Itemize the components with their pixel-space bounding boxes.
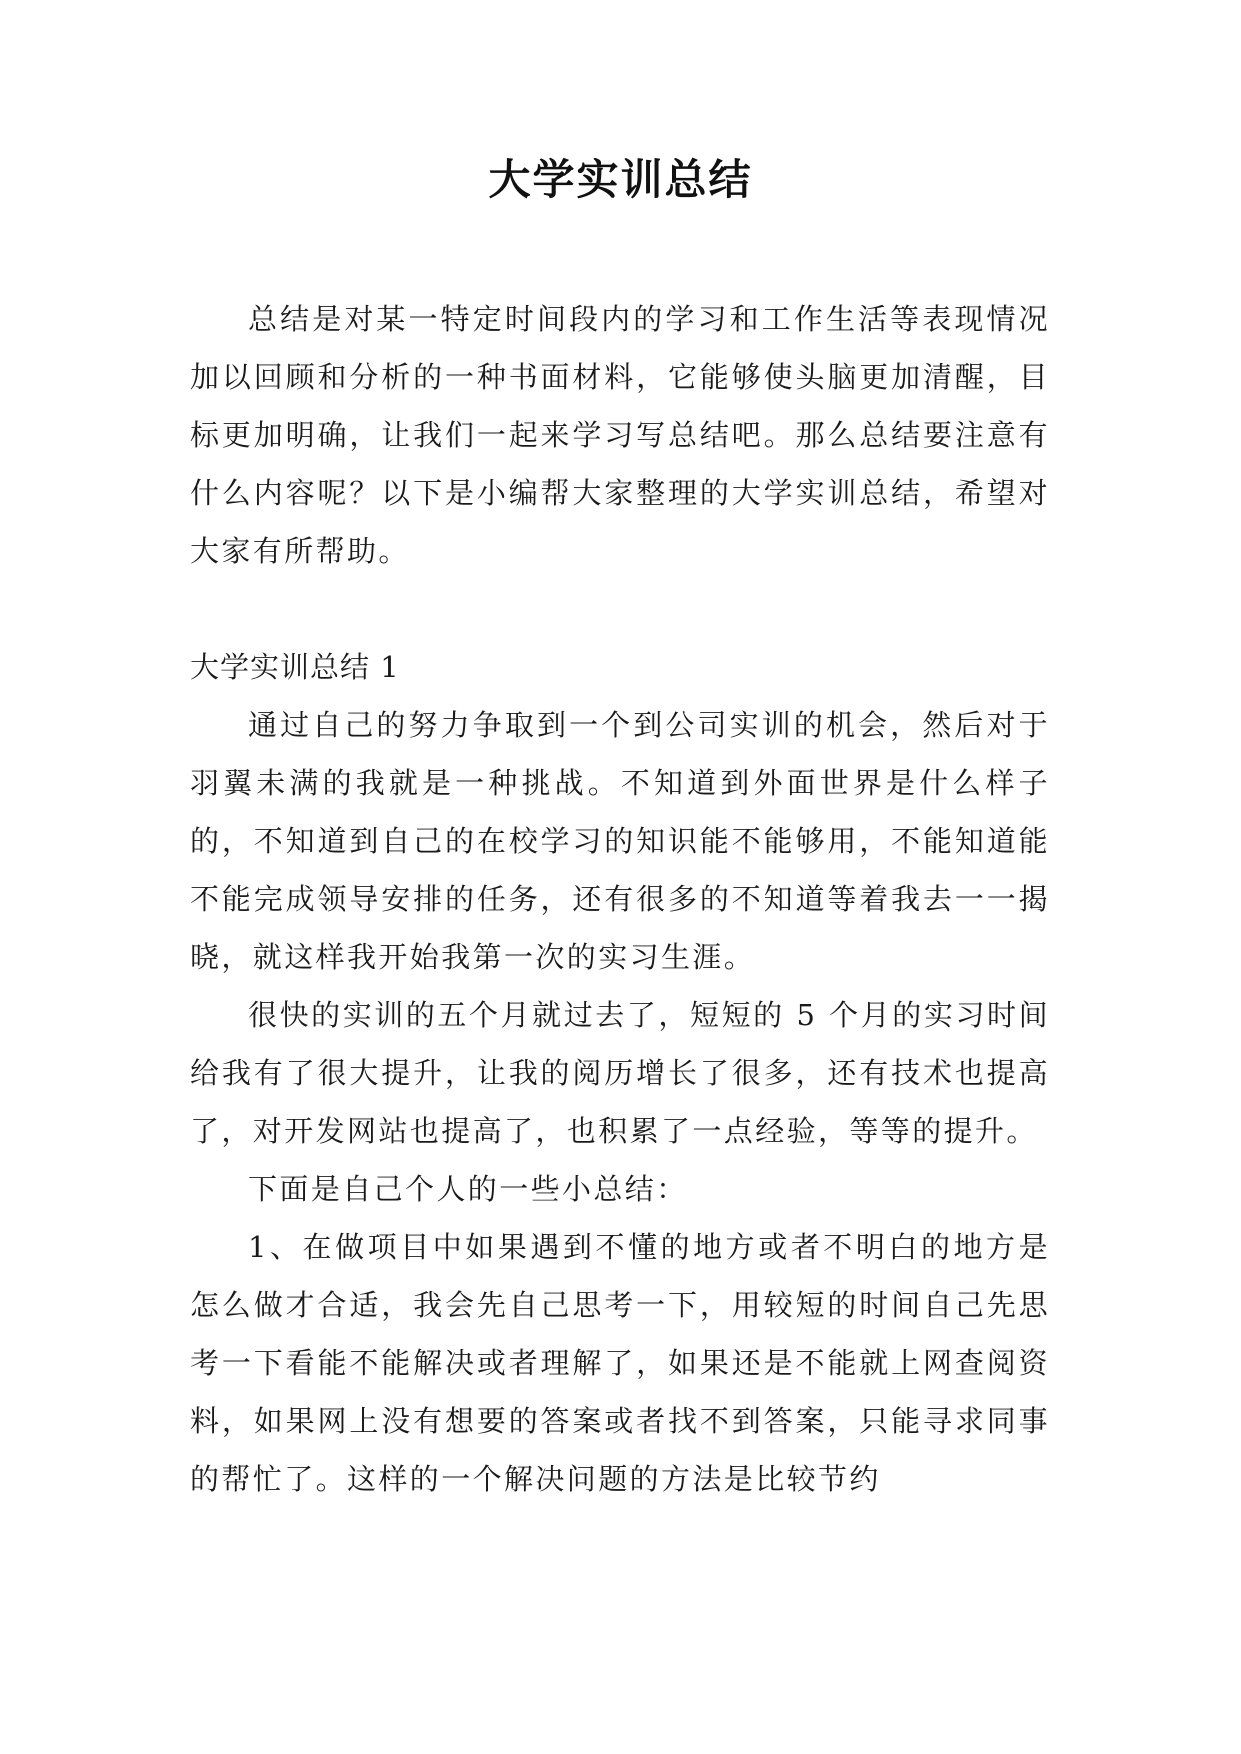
- document-body: [190, 290, 1050, 1508]
- section-paragraph: 1、在做项目中如果遇到不懂的地方或者不明白的地方是怎么做才合适，我会先自己思考一下，用较短的时间自己先思考一下看能不能解决或者理解了，如果还是不能就上网查阅资料，如果网上没有想要的答案或者找不到答案，只能寻求同事的帮忙了。这样的一个解决问题的方法是比较节约: [190, 1230, 1050, 1496]
- intro-paragraph: 总结是对某一特定时间段内的学习和工作生活等表现情况加以回顾和分析的一种书面材料，它能够使头脑更加清醒，目标更加明确，让我们一起来学习写总结吧。那么总结要注意有什么内容呢？以下是小编帮大家整理的大学实训总结，希望对大家有所帮助。: [190, 302, 1050, 568]
- document-title: 大学实训总结: [488, 155, 753, 204]
- spacer: [190, 580, 1050, 638]
- section-paragraph: 通过自己的努力争取到一个到公司实训的机会，然后对于羽翼未满的我就是一种挑战。不知道到外面世界是什么样子的，不知道到自己的在校学习的知识能不能够用，不能知道能不能完成领导安排的任务，还有很多的不知道等着我去一一揭晓，就这样我开始我第一次的实习生涯。: [190, 708, 1050, 974]
- section-paragraph: 下面是自己个人的一些小总结：: [248, 1172, 688, 1206]
- section-heading: 大学实训总结 1: [190, 650, 400, 684]
- section-paragraph: 很快的实训的五个月就过去了，短短的 5 个月的实习时间给我有了很大提升，让我的阅历增长了很多，还有技术也提高了，对开发网站也提高了，也积累了一点经验，等等的提升。: [190, 998, 1050, 1148]
